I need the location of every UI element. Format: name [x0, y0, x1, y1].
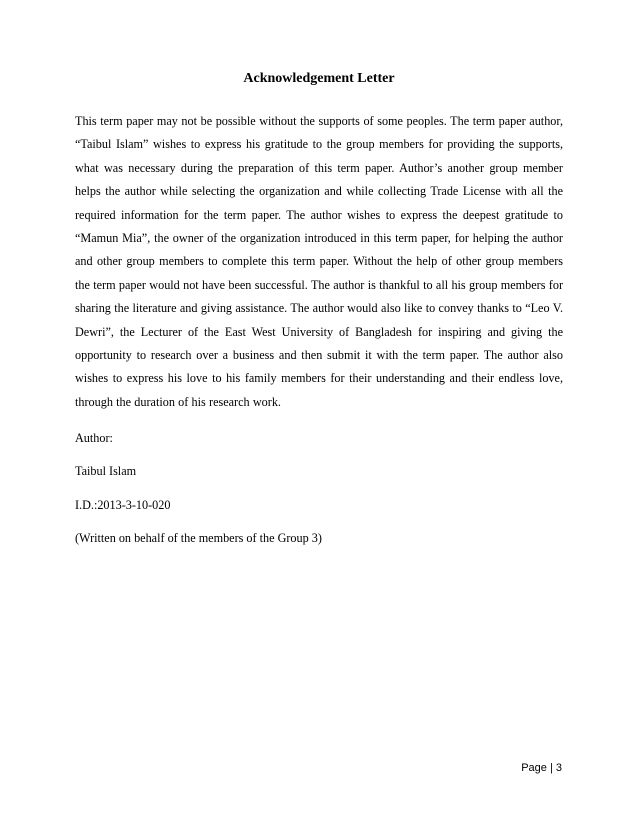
signature-note: (Written on behalf of the members of the Group 3) — [75, 531, 322, 545]
author-id: I.D.:2013-3-10-020 — [75, 498, 171, 512]
author-name: Taibul Islam — [75, 464, 137, 478]
page-number: Page | 3 — [521, 762, 562, 774]
acknowledgement-body — [75, 110, 563, 414]
author-label: Author: — [75, 431, 113, 445]
body-paragraph: This term paper may not be possible without the supports of some peoples. The term paper author, “Taibul Islam” wishes to express his gratitude to the group members for providing the supports, what was necessary during the preparation of this term paper. Author’s another group member helps the author while selecting the organization and while collecting Trade License with all the required information for the term paper. The author wishes to express the deepest gratitude to “Mamun Mia”, the owner of the organization introduced in this term paper, for helping the author and other group members to complete this term paper. Without the help of other group members the term paper would not have been successful. The author is thankful to all his group members for sharing the literature and giving assistance. The author would also like to convey thanks to “Leo V. Dewri”, the Lecturer of the East West University of Bangladesh for inspiring and giving the opportunity to research over a business and then submit it with the term paper. The author also wishes to express his love to his family members for their understanding and their endless love, through the duration of his research work. — [75, 114, 563, 409]
document-title: Acknowledgement Letter — [243, 71, 395, 86]
